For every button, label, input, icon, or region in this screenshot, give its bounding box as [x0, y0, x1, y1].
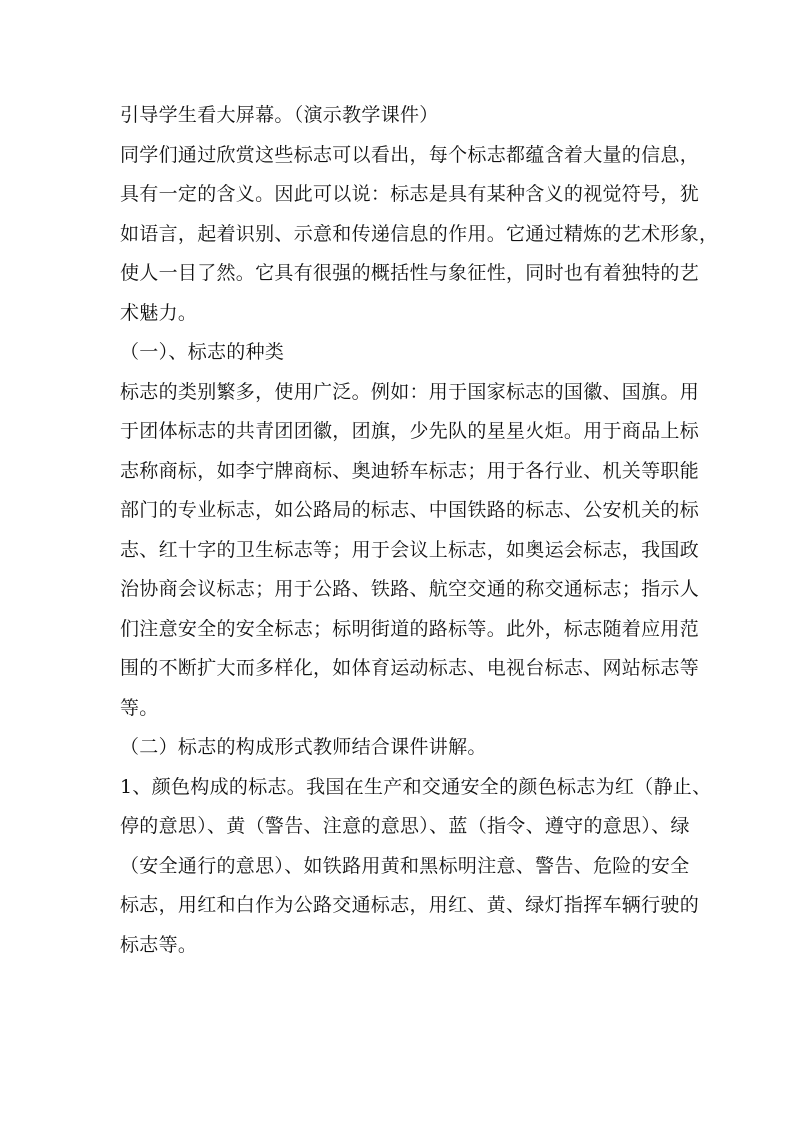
text-line: 志、红十字的卫生标志等；用于会议上标志，如奥运会标志，我国政 — [120, 538, 700, 561]
section-heading: （二）标志的构成形式教师结合课件讲解。 — [120, 736, 487, 758]
text-line: 标志的类别繁多，使用广泛。例如：用于国家标志的国徽、国旗。用 — [120, 380, 700, 403]
text-line: 部门的专业标志，如公路局的标志、中国铁路的标志、公安机关的标 — [120, 499, 700, 521]
text-line: 们注意安全的安全标志；标明街道的路标等。此外，标志随着应用范 — [120, 617, 700, 640]
text-line: 具有一定的含义。因此可以说：标志是具有某种含义的视觉符号，犹 — [120, 183, 700, 205]
text-line: 于团体标志的共青团团徽，团旗，少先队的星星火炬。用于商品上标 — [120, 420, 700, 442]
text-line: 引导学生看大屏幕。（演示教学课件） — [120, 104, 439, 126]
text-line: 治协商会议标志；用于公路、铁路、航空交通的称交通标志；指示人 — [120, 578, 700, 600]
text-line: 1、颜色构成的标志。我国在生产和交通安全的颜色标志为红（静止、 — [120, 775, 712, 798]
text-line: 同学们通过欣赏这些标志可以看出，每个标志都蕴含着大量的信息， — [120, 143, 700, 166]
text-line: 停的意思）、黄（警告、注意的意思）、蓝（指令、遵守的意思）、绿 — [120, 815, 690, 837]
text-line: 术魅力。 — [120, 301, 198, 324]
section-heading: （一）、标志的种类 — [120, 341, 285, 363]
text-line: （安全通行的意思）、如铁路用黄和黑标明注意、警告、危险的安全 — [120, 854, 690, 877]
text-line: 使人一目了然。它具有很强的概括性与象征性，同时也有着独特的艺 — [120, 262, 700, 284]
text-line: 围的不断扩大而多样化，如体育运动标志、电视台标志、网站标志等 — [120, 657, 700, 679]
text-line: 标志，用红和白作为公路交通标志，用红、黄、绿灯指挥车辆行驶的 — [120, 894, 700, 916]
text-line: 标志等。 — [120, 933, 198, 956]
text-line: 如语言，起着识别、示意和传递信息的作用。它通过精炼的艺术形象， — [120, 222, 719, 245]
document-body — [120, 96, 719, 965]
text-line: 志称商标，如李宁牌商标、奥迪轿车标志；用于各行业、机关等职能 — [120, 459, 700, 482]
text-line: 等。 — [120, 696, 159, 719]
